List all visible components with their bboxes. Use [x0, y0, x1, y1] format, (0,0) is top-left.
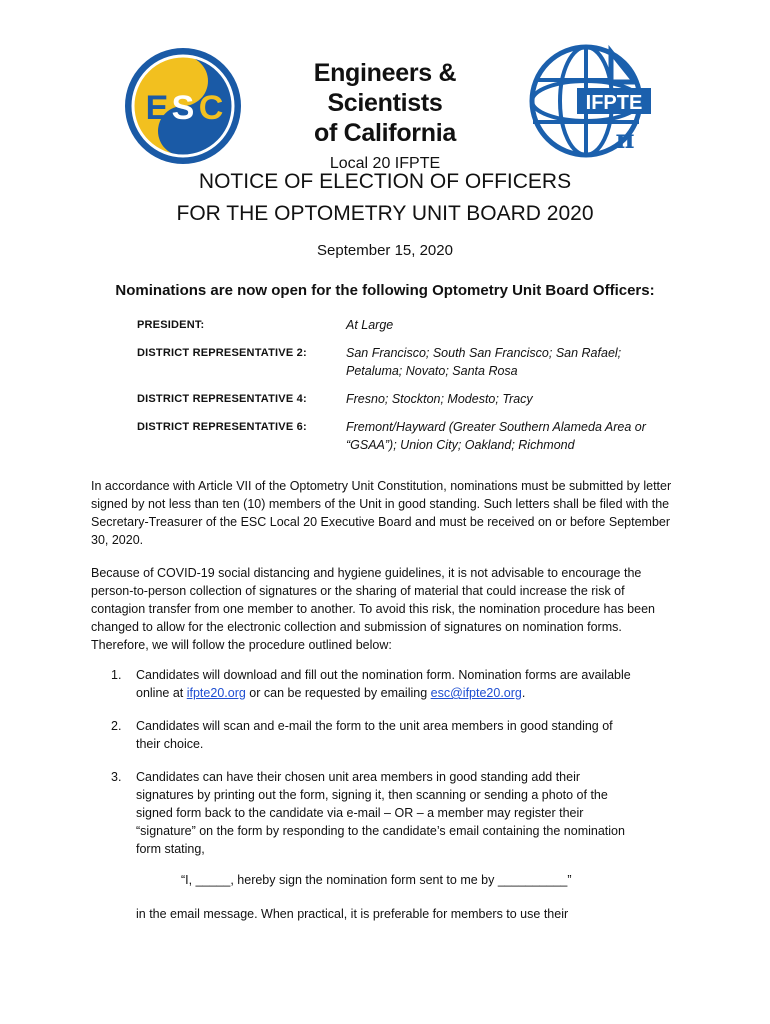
procedure-list — [91, 666, 681, 873]
svg-text:π: π — [615, 125, 635, 155]
title-line1: NOTICE OF ELECTION OF OFFICERS — [198, 170, 572, 193]
list-item — [91, 768, 681, 858]
officer-title: DISTRICT REPRESENTATIVE 4: — [137, 393, 307, 405]
signature-quote: “I, _____, hereby sign the nomination form sent to me by __________” — [181, 873, 572, 887]
officer-title: DISTRICT REPRESENTATIVE 2: — [137, 347, 307, 359]
esc-logo — [123, 46, 243, 166]
list-item — [91, 666, 681, 702]
step-text: . — [521, 686, 526, 700]
email-link[interactable]: esc@ifpte20.org — [430, 686, 522, 700]
title-line2: FOR THE OPTOMETRY UNIT BOARD 2020 — [176, 202, 594, 225]
paragraph-covid: Because of COVID-19 social distancing and hygiene guidelines, it is not advisable to encourage the person-to-person collection of signatures or the sharing of material that could increase the risk of contagion transfer from one member to another. To avoid this risk, the nomination procedure has been changed to allow for the electronic collection and submission of signatures on nomination forms. Therefore, we will follow the procedure outlined below: — [91, 566, 655, 652]
trailing-text: in the email message. When practical, it is preferable for members to use their — [136, 907, 569, 921]
list-text: Candidates can have their chosen unit area members in good standing add their signatures by printing out the form, signing it, then scanning or sending a photo of the signed form back to the candidate via e-mail – OR – a member may register their “signature” on the form by responding to the candidate’s email containing the nomination form stating, — [136, 770, 625, 856]
svg-text:S: S — [171, 89, 195, 127]
org-name-line2: of California — [314, 119, 456, 147]
notice-title — [0, 166, 770, 230]
list-number: 2. — [111, 719, 122, 733]
officer-area: Fremont/Hayward (Greater Southern Alameda Area or “GSAA”); Union City; Oakland; Richmond — [346, 420, 646, 452]
officer-title: DISTRICT REPRESENTATIVE 6: — [137, 421, 307, 433]
org-local: Local 20 IFPTE — [329, 155, 441, 172]
officer-area: San Francisco; South San Francisco; San Rafael; Petaluma; Novato; Santa Rosa — [346, 346, 622, 378]
website-link[interactable]: ifpte20.org — [186, 686, 246, 700]
list-item — [91, 717, 681, 753]
org-name-line1: Engineers & Scientists — [313, 59, 457, 117]
officer-row-president — [137, 316, 697, 334]
officer-row-district-2 — [137, 344, 697, 380]
officer-area: At Large — [346, 318, 394, 332]
step-text: Candidates will download and fill out the nomination form. Nomination forms are available online at — [136, 668, 631, 700]
list-number: 1. — [111, 668, 122, 682]
paragraph-constitution: In accordance with Article VII of the Optometry Unit Constitution, nominations must be submitted by letter signed by not less than ten (10) members of the Unit in good standing. Such letters shall be filed with the Secretary-Treasurer of the ESC Local 20 Executive Board and must be received on or before September 30, 2020. — [91, 479, 672, 547]
step-text: or can be requested by emailing — [245, 686, 431, 700]
list-text: Candidates will scan and e-mail the form to the unit area members in good standing of their choice. — [136, 719, 613, 751]
notice-date: September 15, 2020 — [317, 242, 453, 259]
list-text — [136, 666, 636, 702]
svg-text:E: E — [145, 89, 169, 127]
ifpte-logo — [529, 44, 651, 158]
organization-name — [254, 58, 516, 176]
list-number: 3. — [111, 770, 122, 784]
officer-row-district-6 — [137, 418, 697, 454]
svg-text:IFPTE: IFPTE — [585, 92, 643, 114]
officer-row-district-4 — [137, 390, 697, 408]
letterhead — [0, 0, 770, 170]
officer-title: PRESIDENT: — [137, 319, 205, 331]
nominations-heading: Nominations are now open for the following Optometry Unit Board Officers: — [115, 282, 655, 299]
officer-list — [137, 316, 697, 464]
officer-area: Fresno; Stockton; Modesto; Tracy — [346, 392, 533, 406]
svg-text:C: C — [198, 89, 224, 127]
